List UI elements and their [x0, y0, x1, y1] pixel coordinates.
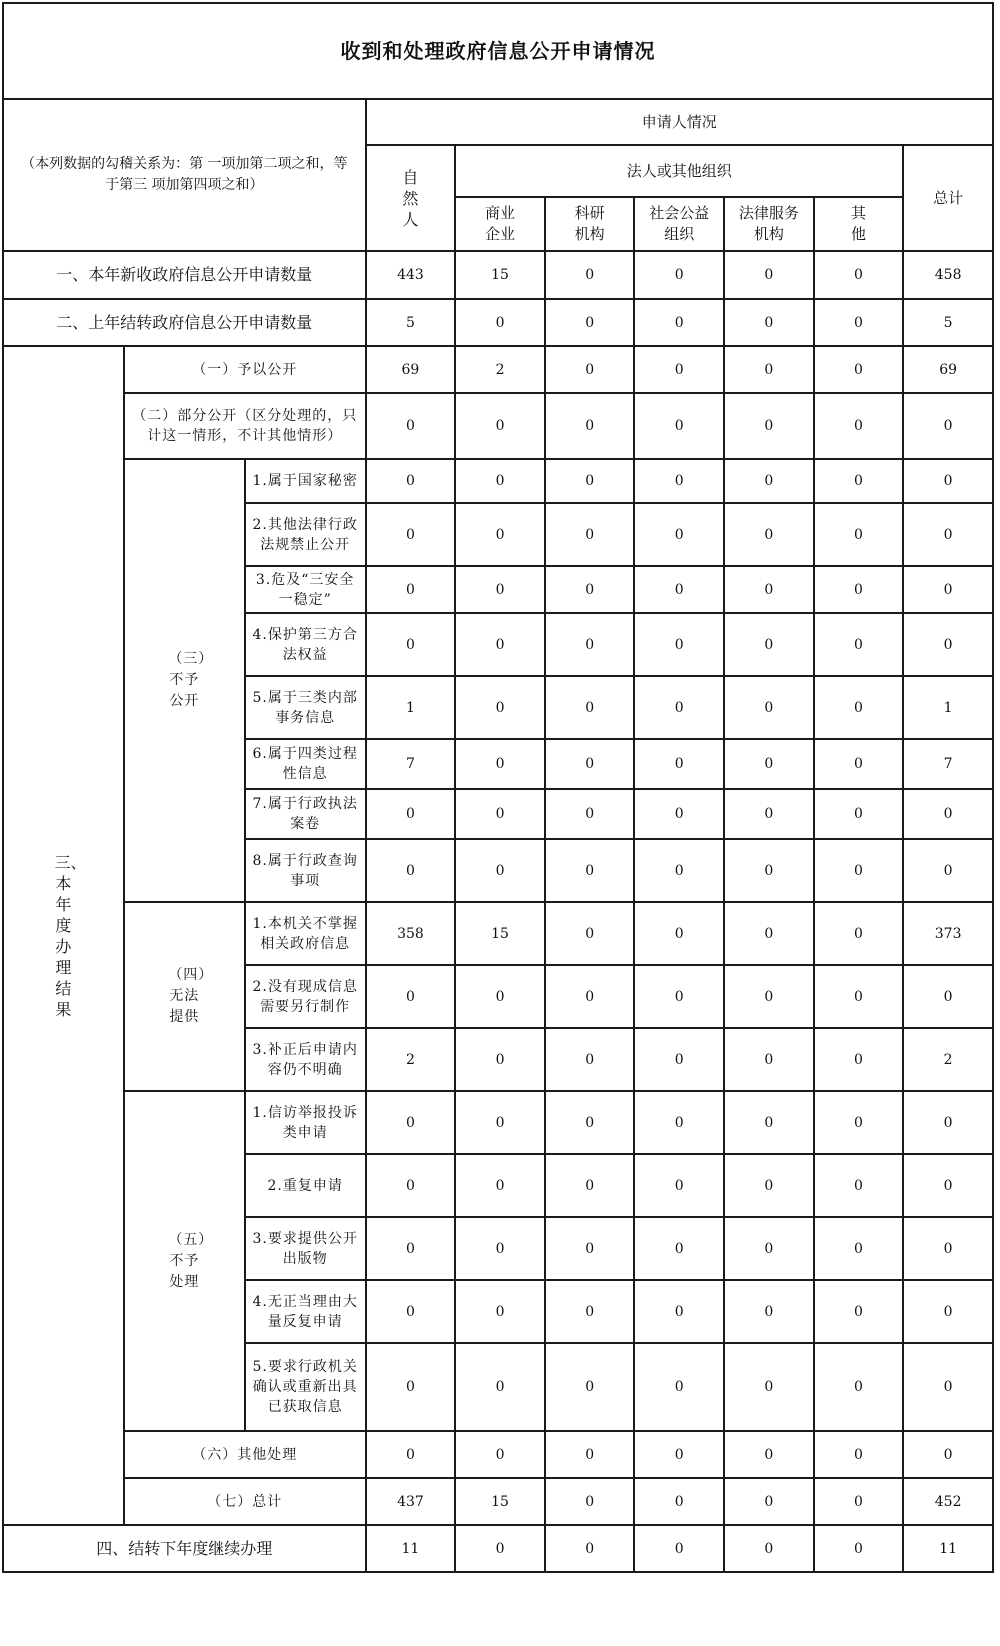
value-cell: 0 — [724, 251, 814, 299]
value-cell: 0 — [545, 965, 635, 1028]
row-new-applications — [3, 251, 993, 299]
value-cell: 0 — [724, 613, 814, 676]
total-header: 总计 — [903, 145, 993, 251]
value-cell: 0 — [634, 251, 724, 299]
value-cell: 0 — [545, 1478, 635, 1525]
value-cell: 0 — [724, 346, 814, 393]
value-cell: 0 — [545, 1217, 635, 1280]
value-cell: 0 — [634, 676, 724, 739]
row-carried-over — [3, 299, 993, 346]
value-cell: 0 — [814, 393, 904, 459]
value-cell: 0 — [724, 1280, 814, 1343]
value-cell: 0 — [634, 1028, 724, 1091]
value-cell: 0 — [366, 393, 456, 459]
value-cell: 0 — [545, 299, 635, 346]
value-cell: 0 — [545, 1280, 635, 1343]
total-value-cell: 0 — [903, 965, 993, 1028]
value-cell: 0 — [814, 839, 904, 902]
value-cell: 0 — [814, 789, 904, 839]
row-label: 二、上年结转政府信息公开申请数量 — [3, 299, 366, 346]
cannot-provide-group-label: （四）无法提供 — [124, 902, 245, 1091]
relation-note: （本列数据的勾稽关系为：第 一项加第二项之和，等于第三 项加第四项之和） — [3, 99, 366, 251]
value-cell: 0 — [455, 1028, 545, 1091]
value-cell: 0 — [634, 1343, 724, 1431]
value-cell: 15 — [455, 902, 545, 965]
total-value-cell: 1 — [903, 676, 993, 739]
value-cell: 0 — [455, 503, 545, 566]
value-cell: 0 — [724, 393, 814, 459]
row-carry-next-year — [3, 1525, 993, 1572]
value-cell: 0 — [634, 839, 724, 902]
value-cell: 0 — [545, 1525, 635, 1572]
org-header-public-welfare: 社会公益组织 — [634, 197, 724, 251]
value-cell: 0 — [455, 1217, 545, 1280]
value-cell: 0 — [545, 1431, 635, 1478]
item-label: 1.本机关不掌握相关政府信息 — [245, 902, 366, 965]
value-cell: 0 — [724, 1028, 814, 1091]
header-row-1 — [3, 99, 993, 145]
value-cell: 0 — [545, 1028, 635, 1091]
item-label: 4.无正当理由大量反复申请 — [245, 1280, 366, 1343]
total-value-cell: 7 — [903, 739, 993, 789]
value-cell: 0 — [814, 1431, 904, 1478]
value-cell: 2 — [455, 346, 545, 393]
value-cell: 0 — [814, 1217, 904, 1280]
value-cell: 0 — [455, 676, 545, 739]
value-cell: 0 — [634, 1217, 724, 1280]
value-cell: 0 — [634, 1525, 724, 1572]
value-cell: 0 — [724, 1431, 814, 1478]
total-value-cell: 0 — [903, 503, 993, 566]
cannot-provide-item — [3, 902, 993, 965]
row-open — [3, 346, 993, 393]
value-cell: 0 — [814, 613, 904, 676]
value-cell: 0 — [455, 1431, 545, 1478]
item-label: 3.危及“三安全一稳定” — [245, 566, 366, 613]
item-label: 2.其他法律行政法规禁止公开 — [245, 503, 366, 566]
item-label: 5.属于三类内部事务信息 — [245, 676, 366, 739]
value-cell: 0 — [724, 1525, 814, 1572]
title-row — [3, 3, 993, 99]
value-cell: 5 — [366, 299, 456, 346]
report-sheet — [2, 2, 994, 1573]
value-cell: 0 — [724, 1154, 814, 1217]
value-cell: 0 — [455, 839, 545, 902]
not-handle-item — [3, 1091, 993, 1154]
value-cell: 0 — [814, 902, 904, 965]
row-partial-open — [3, 393, 993, 459]
value-cell: 0 — [545, 1343, 635, 1431]
value-cell: 0 — [634, 1280, 724, 1343]
value-cell: 0 — [724, 1217, 814, 1280]
value-cell: 0 — [634, 459, 724, 503]
value-cell: 0 — [634, 1154, 724, 1217]
value-cell: 0 — [366, 965, 456, 1028]
org-header-research: 科研机构 — [545, 197, 635, 251]
value-cell: 0 — [814, 459, 904, 503]
value-cell: 0 — [455, 299, 545, 346]
value-cell: 0 — [455, 739, 545, 789]
value-cell: 11 — [366, 1525, 456, 1572]
value-cell: 0 — [634, 902, 724, 965]
value-cell: 0 — [814, 251, 904, 299]
value-cell: 0 — [814, 346, 904, 393]
total-value-cell: 69 — [903, 346, 993, 393]
value-cell: 0 — [545, 1091, 635, 1154]
total-value-cell: 373 — [903, 902, 993, 965]
not-open-item — [3, 459, 993, 503]
row-total — [3, 1478, 993, 1525]
value-cell: 0 — [724, 739, 814, 789]
value-cell: 0 — [724, 965, 814, 1028]
item-label: 6.属于四类过程性信息 — [245, 739, 366, 789]
value-cell: 0 — [366, 1343, 456, 1431]
total-value-cell: 0 — [903, 1091, 993, 1154]
value-cell: 0 — [634, 965, 724, 1028]
value-cell: 0 — [814, 676, 904, 739]
value-cell: 0 — [545, 739, 635, 789]
not-handle-group-label: （五）不予处理 — [124, 1091, 245, 1431]
value-cell: 0 — [634, 299, 724, 346]
value-cell: 0 — [634, 739, 724, 789]
value-cell: 0 — [545, 839, 635, 902]
value-cell: 0 — [724, 902, 814, 965]
value-cell: 0 — [814, 1154, 904, 1217]
org-header-other: 其他 — [814, 197, 904, 251]
value-cell: 0 — [814, 739, 904, 789]
value-cell: 0 — [724, 1343, 814, 1431]
item-label: 1.信访举报投诉类申请 — [245, 1091, 366, 1154]
value-cell: 0 — [814, 1478, 904, 1525]
org-header-business: 商业企业 — [455, 197, 545, 251]
value-cell: 0 — [455, 1343, 545, 1431]
value-cell: 0 — [366, 1217, 456, 1280]
value-cell: 0 — [455, 459, 545, 503]
value-cell: 0 — [814, 299, 904, 346]
value-cell: 0 — [724, 1091, 814, 1154]
value-cell: 0 — [545, 251, 635, 299]
value-cell: 0 — [814, 1091, 904, 1154]
total-value-cell: 0 — [903, 566, 993, 613]
item-label: 4.保护第三方合法权益 — [245, 613, 366, 676]
value-cell: 0 — [366, 613, 456, 676]
value-cell: 0 — [545, 676, 635, 739]
row-label: （一）予以公开 — [124, 346, 366, 393]
org-header-legal-service: 法律服务机构 — [724, 197, 814, 251]
total-value-cell: 452 — [903, 1478, 993, 1525]
total-value-cell: 0 — [903, 393, 993, 459]
value-cell: 0 — [366, 1431, 456, 1478]
value-cell: 0 — [455, 613, 545, 676]
row-label: （七）总计 — [124, 1478, 366, 1525]
total-value-cell: 0 — [903, 1280, 993, 1343]
value-cell: 2 — [366, 1028, 456, 1091]
value-cell: 0 — [366, 503, 456, 566]
value-cell: 7 — [366, 739, 456, 789]
section-three-label: 三、本年度办理结果 — [3, 346, 124, 1525]
value-cell: 0 — [455, 1154, 545, 1217]
value-cell: 0 — [455, 789, 545, 839]
total-value-cell: 11 — [903, 1525, 993, 1572]
row-label: （六）其他处理 — [124, 1431, 366, 1478]
value-cell: 0 — [634, 613, 724, 676]
value-cell: 0 — [634, 789, 724, 839]
value-cell: 0 — [455, 566, 545, 613]
total-value-cell: 0 — [903, 839, 993, 902]
value-cell: 0 — [545, 346, 635, 393]
value-cell: 0 — [366, 1154, 456, 1217]
value-cell: 0 — [545, 613, 635, 676]
value-cell: 0 — [724, 566, 814, 613]
value-cell: 0 — [724, 299, 814, 346]
value-cell: 0 — [814, 1343, 904, 1431]
value-cell: 358 — [366, 902, 456, 965]
total-value-cell: 458 — [903, 251, 993, 299]
value-cell: 0 — [545, 789, 635, 839]
total-value-cell: 0 — [903, 1154, 993, 1217]
row-label: （二）部分公开（区分处理的，只计这一情形，不计其他情形） — [124, 393, 366, 459]
applicant-header: 申请人情况 — [366, 99, 993, 145]
total-value-cell: 0 — [903, 613, 993, 676]
value-cell: 0 — [814, 965, 904, 1028]
value-cell: 15 — [455, 251, 545, 299]
value-cell: 0 — [455, 1525, 545, 1572]
item-label: 3.补正后申请内容仍不明确 — [245, 1028, 366, 1091]
value-cell: 0 — [814, 1280, 904, 1343]
row-label: 四、结转下年度继续办理 — [3, 1525, 366, 1572]
total-value-cell: 0 — [903, 1431, 993, 1478]
table-title: 收到和处理政府信息公开申请情况 — [3, 3, 993, 99]
value-cell: 0 — [455, 1091, 545, 1154]
total-value-cell: 0 — [903, 1217, 993, 1280]
value-cell: 0 — [545, 459, 635, 503]
legal-group-header: 法人或其他组织 — [455, 145, 903, 197]
item-label: 2.没有现成信息需要另行制作 — [245, 965, 366, 1028]
value-cell: 0 — [455, 965, 545, 1028]
value-cell: 0 — [724, 789, 814, 839]
value-cell: 0 — [455, 1280, 545, 1343]
value-cell: 0 — [814, 566, 904, 613]
value-cell: 0 — [724, 676, 814, 739]
total-value-cell: 5 — [903, 299, 993, 346]
value-cell: 0 — [455, 393, 545, 459]
value-cell: 0 — [545, 566, 635, 613]
value-cell: 0 — [366, 839, 456, 902]
value-cell: 0 — [814, 1028, 904, 1091]
value-cell: 15 — [455, 1478, 545, 1525]
item-label: 7.属于行政执法案卷 — [245, 789, 366, 839]
item-label: 2.重复申请 — [245, 1154, 366, 1217]
item-label: 8.属于行政查询事项 — [245, 839, 366, 902]
value-cell: 0 — [634, 393, 724, 459]
value-cell: 0 — [724, 839, 814, 902]
item-label: 5.要求行政机关确认或重新出具已获取信息 — [245, 1343, 366, 1431]
natural-person-header: 自然人 — [366, 145, 456, 251]
value-cell: 0 — [366, 1280, 456, 1343]
not-open-group-label: （三）不予公开 — [124, 459, 245, 902]
value-cell: 0 — [545, 503, 635, 566]
value-cell: 0 — [366, 566, 456, 613]
item-label: 1.属于国家秘密 — [245, 459, 366, 503]
value-cell: 1 — [366, 676, 456, 739]
value-cell: 0 — [545, 902, 635, 965]
value-cell: 0 — [814, 1525, 904, 1572]
total-value-cell: 0 — [903, 1343, 993, 1431]
value-cell: 0 — [724, 503, 814, 566]
value-cell: 0 — [634, 1091, 724, 1154]
value-cell: 0 — [634, 503, 724, 566]
disclosure-table — [2, 2, 994, 1573]
value-cell: 0 — [545, 393, 635, 459]
item-label: 3.要求提供公开出版物 — [245, 1217, 366, 1280]
value-cell: 0 — [634, 1431, 724, 1478]
row-label: 一、本年新收政府信息公开申请数量 — [3, 251, 366, 299]
value-cell: 0 — [366, 1091, 456, 1154]
total-value-cell: 2 — [903, 1028, 993, 1091]
total-value-cell: 0 — [903, 459, 993, 503]
value-cell: 0 — [724, 1478, 814, 1525]
value-cell: 437 — [366, 1478, 456, 1525]
row-other-handling — [3, 1431, 993, 1478]
value-cell: 0 — [814, 503, 904, 566]
value-cell: 443 — [366, 251, 456, 299]
value-cell: 0 — [634, 1478, 724, 1525]
value-cell: 0 — [634, 566, 724, 613]
value-cell: 0 — [724, 459, 814, 503]
value-cell: 69 — [366, 346, 456, 393]
value-cell: 0 — [366, 459, 456, 503]
total-value-cell: 0 — [903, 789, 993, 839]
value-cell: 0 — [545, 1154, 635, 1217]
value-cell: 0 — [634, 346, 724, 393]
value-cell: 0 — [366, 789, 456, 839]
